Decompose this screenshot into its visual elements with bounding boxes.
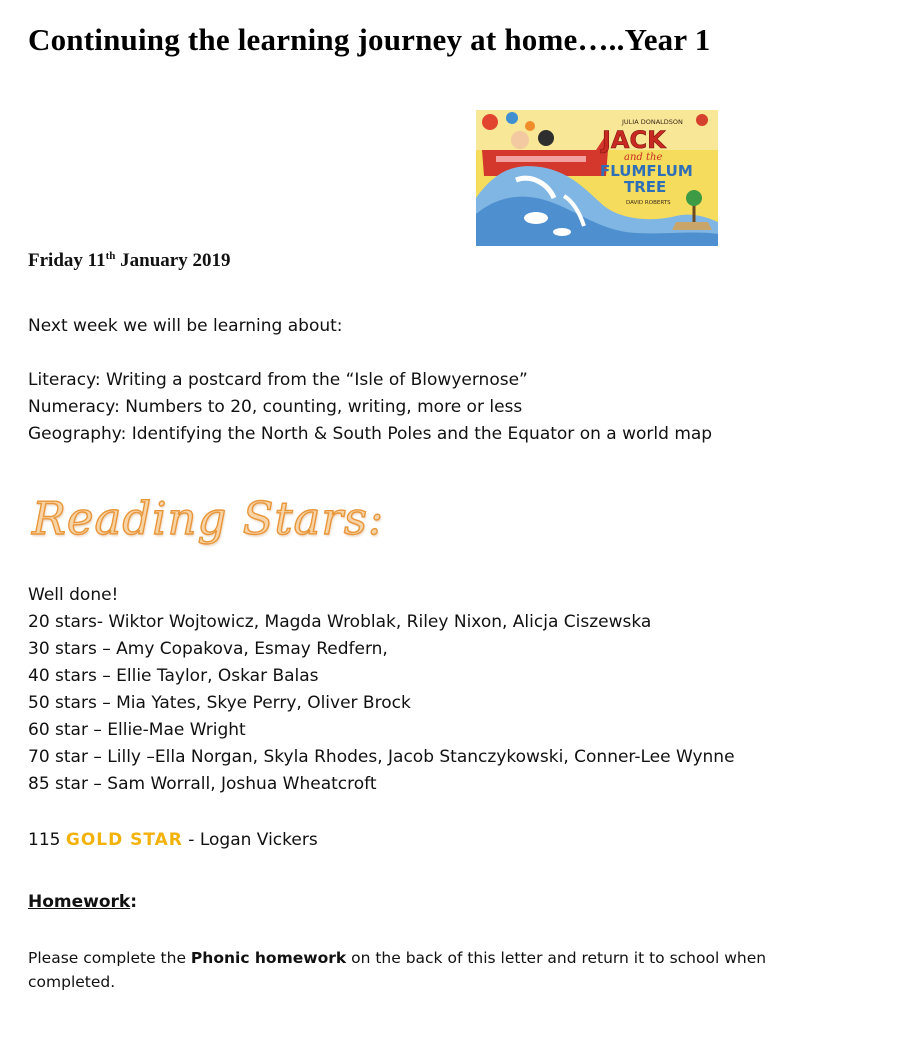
book-cover-illustration: [476, 110, 718, 246]
reading-stars-heading: Reading Stars:: [32, 492, 385, 545]
homework-text: [28, 946, 828, 994]
page-title: Continuing the learning journey at home…..Year 1: [28, 22, 711, 57]
date-rest: January 2019: [115, 250, 231, 271]
date-suffix: th: [105, 250, 116, 262]
stars-line: 85 star – Sam Worrall, Joshua Wheatcroft: [28, 774, 377, 794]
cover-title-and-the: and the: [624, 152, 663, 163]
date-day: Friday 11: [28, 250, 106, 271]
book-cover-image: [476, 110, 718, 246]
homework-heading-colon: :: [130, 892, 138, 912]
homework-text-after: on the back of this letter and return it to school when completed.: [28, 949, 767, 991]
gold-star-name: - Logan Vickers: [182, 830, 318, 850]
cover-illustrator: DAVID ROBERTS: [626, 200, 671, 206]
stars-line: 40 stars – Ellie Taylor, Oskar Balas: [28, 666, 319, 686]
stars-line: 20 stars- Wiktor Wojtowicz, Magda Wroblak, Riley Nixon, Alicja Ciszewska: [28, 612, 652, 632]
stars-line: 50 stars – Mia Yates, Skye Perry, Oliver Brock: [28, 693, 411, 713]
subject-geography: Geography: Identifying the North & South Poles and the Equator on a world map: [28, 424, 713, 444]
stars-line: 60 star – Ellie-Mae Wright: [28, 720, 246, 740]
gold-star-line: [28, 827, 318, 854]
homework-text-bold: Phonic homework: [190, 949, 347, 967]
cover-title-flumflum: FLUMFLUM: [600, 162, 693, 180]
homework-heading: [28, 892, 137, 912]
gold-star-count: 115: [28, 830, 66, 850]
gold-star-label: GOLD STAR: [65, 830, 183, 850]
intro-text: Next week we will be learning about:: [28, 316, 343, 336]
subject-numeracy: Numeracy: Numbers to 20, counting, writing, more or less: [28, 397, 523, 417]
reading-stars-list: [28, 582, 735, 798]
letter-date: [28, 250, 230, 272]
cover-author: JULIA DONALDSON: [622, 118, 683, 126]
stars-line: 70 star – Lilly –Ella Norgan, Skyla Rhodes, Jacob Stanczykowski, Conner-Lee Wynne: [28, 747, 735, 767]
homework-heading-text: Homework: [28, 892, 131, 912]
subjects-list: [28, 367, 712, 448]
homework-text-before: Please complete the: [28, 949, 191, 967]
stars-line: 30 stars – Amy Copakova, Esmay Redfern,: [28, 639, 388, 659]
cover-title-tree: TREE: [624, 178, 667, 196]
well-done-text: Well done!: [28, 585, 119, 605]
subject-literacy: Literacy: Writing a postcard from the “Isle of Blowyernose”: [28, 370, 528, 390]
cover-title-jack: JACK: [602, 126, 666, 154]
